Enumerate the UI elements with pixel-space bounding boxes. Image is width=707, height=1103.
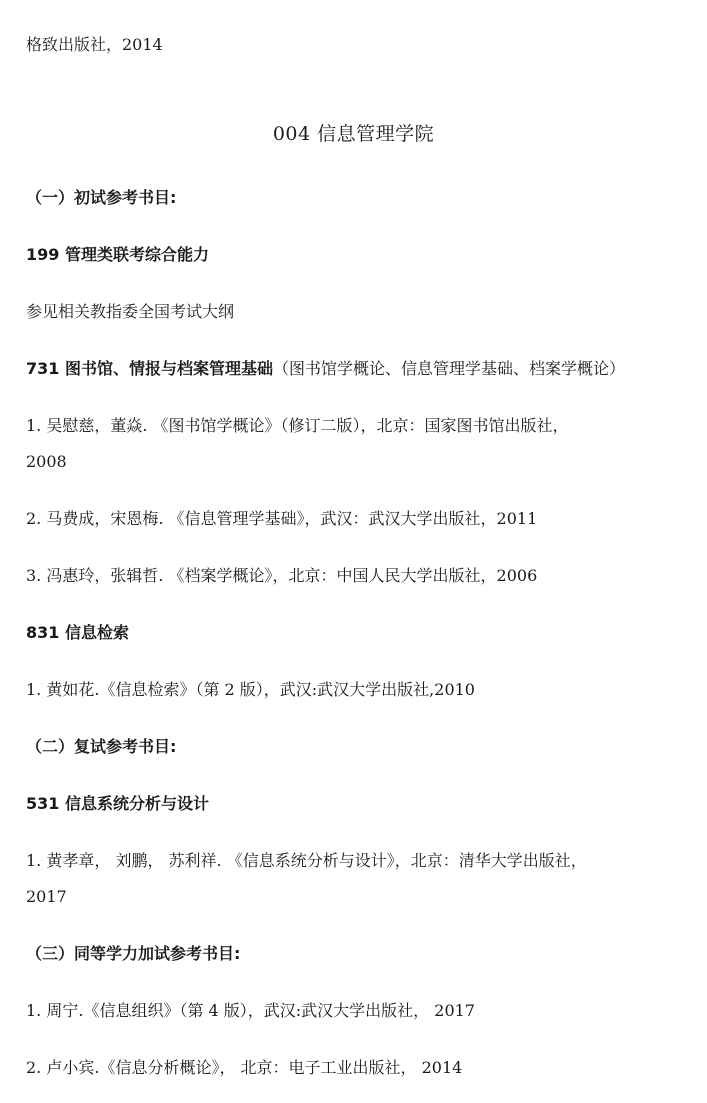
reference-item: 2. 卢小宾.《信息分析概论》， 北京：电子工业出版社， 2014 bbox=[26, 1058, 463, 1077]
part1-heading: （一）初试参考书目: bbox=[26, 188, 177, 207]
subject-199-heading: 199 管理类联考综合能力 bbox=[26, 245, 209, 264]
reference-item: 3. 冯惠玲，张辑哲. 《档案学概论》，北京：中国人民大学出版社，2006 bbox=[26, 566, 538, 585]
reference-item-continuation: 2017 bbox=[26, 887, 67, 906]
subject-199-text: 参见相关教指委全国考试大纲 bbox=[26, 302, 235, 321]
subject-731-heading-line bbox=[26, 359, 697, 379]
part3-heading: （三）同等学力加试参考书目: bbox=[26, 944, 241, 963]
subject-831-heading: 831 信息检索 bbox=[26, 623, 129, 642]
reference-item: 2. 马费成，宋恩梅. 《信息管理学基础》，武汉：武汉大学出版社，2011 bbox=[26, 509, 538, 528]
part2-heading: （二）复试参考书目: bbox=[26, 737, 177, 756]
reference-item: 1. 周宁.《信息组织》（第 4 版），武汉:武汉大学出版社， 2017 bbox=[26, 1001, 475, 1020]
subject-731-heading: 731 图书馆、情报与档案管理基础 bbox=[26, 359, 273, 378]
continued-reference-line: 格致出版社，2014 bbox=[26, 35, 163, 54]
reference-item: 1. 吴慰慈，董焱. 《图书馆学概论》（修订二版），北京：国家图书馆出版社， bbox=[26, 416, 569, 435]
reference-item: 1. 黄如花.《信息检索》（第 2 版），武汉:武汉大学出版社,2010 bbox=[26, 680, 475, 699]
section-title: 004 信息管理学院 bbox=[272, 123, 435, 145]
reference-item-continuation: 2008 bbox=[26, 452, 67, 471]
subject-731-note: （图书馆学概论、信息管理学基础、档案学概论） bbox=[272, 359, 625, 378]
subject-531-heading: 531 信息系统分析与设计 bbox=[26, 794, 209, 813]
reference-item: 1. 黄孝章， 刘鹏， 苏利祥. 《信息系统分析与设计》，北京：清华大学出版社， bbox=[26, 851, 587, 870]
